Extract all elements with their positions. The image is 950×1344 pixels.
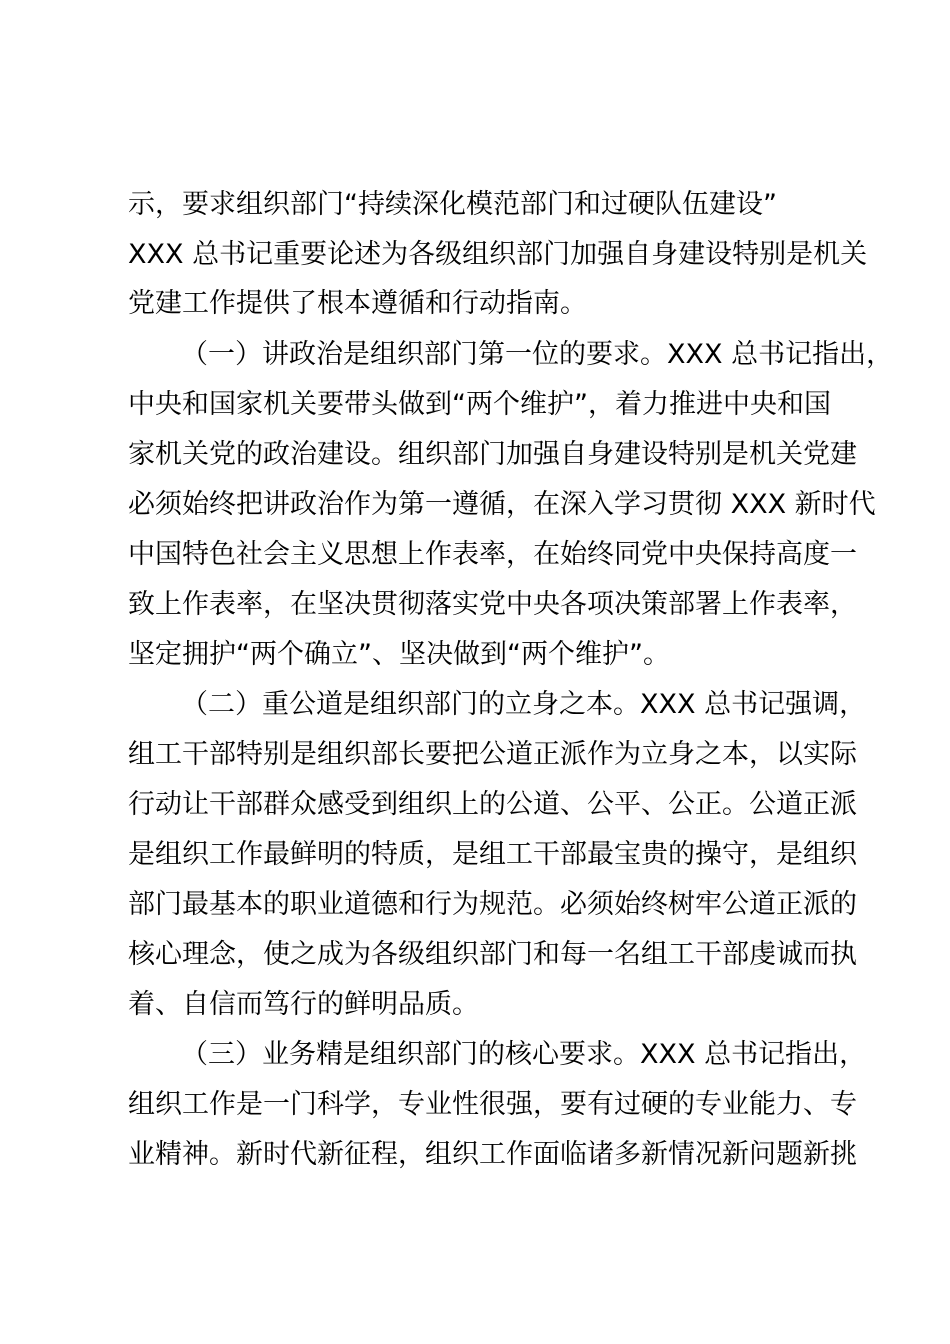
text-line: 组工干部特别是组织部长要把公道正派作为立身之本，以实际 [128, 739, 857, 770]
text-line: 是组织工作最鲜明的特质，是组工干部最宝贵的操守，是组织 [128, 839, 857, 870]
paragraph-heading-2: （二）重公道是组织部门的立身之本。XXX 总书记强调， [181, 689, 867, 720]
text-line: 中央和国家机关要带头做到“两个维护”，着力推进中央和国 [128, 389, 831, 420]
text-line: XXX 总书记重要论述为各级组织部门加强自身建设特别是机关 [128, 239, 868, 270]
text-line: 部门最基本的职业道德和行为规范。必须始终树牢公道正派的 [128, 889, 857, 920]
text-line: 着、自信而笃行的鲜明品质。 [128, 989, 479, 1020]
text-line: 必须始终把讲政治作为第一遵循，在深入学习贯彻 XXX 新时代 [128, 489, 876, 520]
text-line: 党建工作提供了根本遵循和行动指南。 [128, 288, 587, 319]
text-line: 组织工作是一门科学，专业性很强，要有过硬的专业能力、专 [128, 1089, 857, 1120]
text-line: 核心理念，使之成为各级组织部门和每一名组工干部虔诚而执 [128, 939, 857, 970]
text-line: 示，要求组织部门“持续深化模范部门和过硬队伍建设” [128, 189, 777, 220]
text-line: 致上作表率，在坚决贯彻落实党中央各项决策部署上作表率， [128, 589, 857, 620]
text-line: 行动让干部群众感受到组织上的公道、公平、公正。公道正派 [128, 789, 857, 820]
text-line: 业精神。新时代新征程，组织工作面临诸多新情况新问题新挑 [128, 1139, 857, 1170]
text-line: 坚定拥护“两个确立”、坚决做到“两个维护”。 [128, 639, 670, 670]
paragraph-heading-1: （一）讲政治是组织部门第一位的要求。XXX 总书记指出， [181, 339, 894, 370]
text-line: 中国特色社会主义思想上作表率，在始终同党中央保持高度一 [128, 539, 857, 570]
paragraph-heading-3: （三）业务精是组织部门的核心要求。XXX 总书记指出， [181, 1039, 867, 1070]
text-line: 家机关党的政治建设。组织部门加强自身建设特别是机关党建 [128, 439, 857, 470]
